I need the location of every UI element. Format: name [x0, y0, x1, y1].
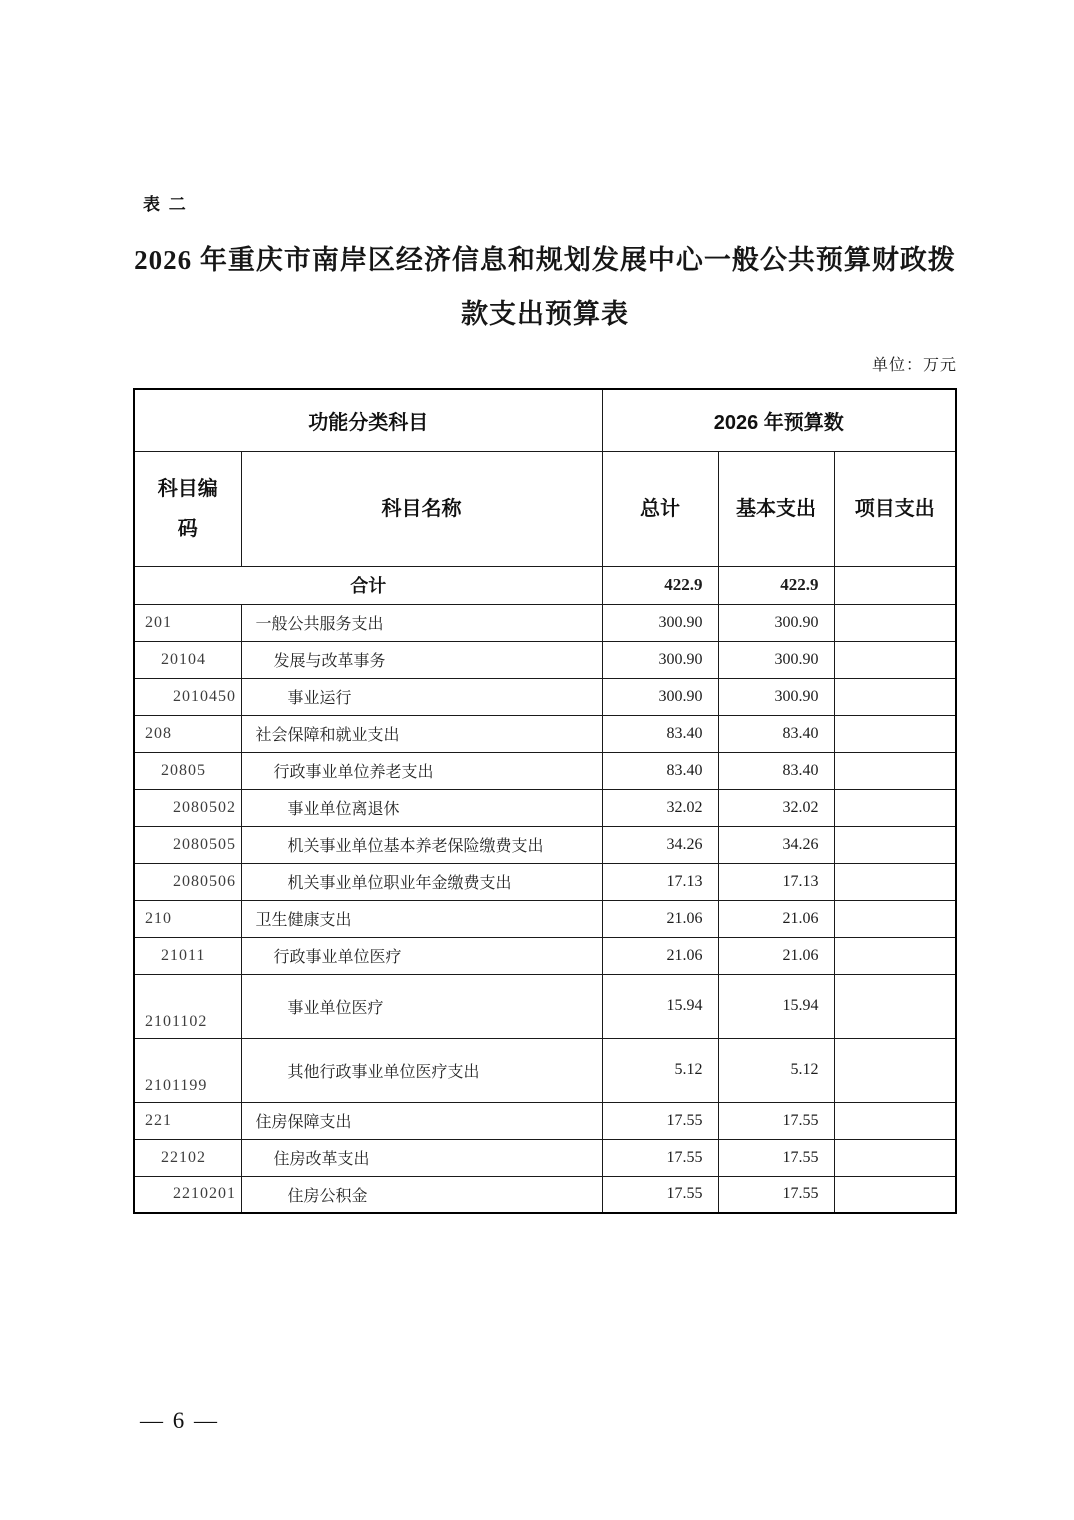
cell-subject-name: 住房改革支出 [241, 1139, 602, 1176]
cell-basic: 17.55 [718, 1102, 834, 1139]
cell-project [834, 715, 956, 752]
table-row [134, 715, 956, 752]
table-row [134, 826, 956, 863]
cell-total: 5.12 [602, 1038, 718, 1102]
table-row [134, 863, 956, 900]
total-row-basic: 422.9 [718, 566, 834, 604]
cell-subject-code: 201 [134, 604, 241, 641]
col-header-subject-code-line2: 码 [177, 517, 198, 540]
cell-total: 15.94 [602, 974, 718, 1038]
cell-total: 17.55 [602, 1102, 718, 1139]
cell-total: 300.90 [602, 641, 718, 678]
cell-project [834, 752, 956, 789]
cell-subject-name: 卫生健康支出 [241, 900, 602, 937]
cell-basic: 83.40 [718, 752, 834, 789]
cell-project [834, 1038, 956, 1102]
cell-project [834, 789, 956, 826]
header-columns-row [134, 451, 956, 566]
cell-subject-code: 2210201 [134, 1176, 241, 1213]
cell-project [834, 900, 956, 937]
cell-subject-code: 22102 [134, 1139, 241, 1176]
cell-subject-name: 行政事业单位养老支出 [241, 752, 602, 789]
unit-note: 单位：万元 [871, 357, 957, 374]
table-row [134, 641, 956, 678]
cell-total: 83.40 [602, 752, 718, 789]
cell-subject-name: 机关事业单位基本养老保险缴费支出 [241, 826, 602, 863]
cell-subject-code: 208 [134, 715, 241, 752]
col-header-subject-name: 科目名称 [241, 451, 602, 566]
cell-subject-name: 其他行政事业单位医疗支出 [241, 1038, 602, 1102]
cell-basic: 300.90 [718, 678, 834, 715]
document-title-line1: 2026 年重庆市南岸区经济信息和规划发展中心一般公共预算财政拨 [134, 245, 956, 275]
cell-basic: 32.02 [718, 789, 834, 826]
cell-subject-code: 2080505 [134, 826, 241, 863]
table-row [134, 752, 956, 789]
cell-total: 83.40 [602, 715, 718, 752]
cell-basic: 17.55 [718, 1139, 834, 1176]
cell-subject-name: 社会保障和就业支出 [241, 715, 602, 752]
cell-total: 300.90 [602, 604, 718, 641]
header-group-row [134, 389, 956, 451]
cell-basic: 21.06 [718, 937, 834, 974]
col-header-subject-code [134, 451, 241, 566]
cell-project [834, 641, 956, 678]
cell-basic: 15.94 [718, 974, 834, 1038]
cell-project [834, 1102, 956, 1139]
cell-project [834, 1176, 956, 1213]
total-row-project [834, 566, 956, 604]
table-row [134, 1139, 956, 1176]
cell-total: 17.55 [602, 1139, 718, 1176]
table-row [134, 974, 956, 1038]
table-label: 表 二 [143, 195, 188, 214]
cell-project [834, 863, 956, 900]
table-row [134, 1102, 956, 1139]
cell-total: 17.55 [602, 1176, 718, 1213]
table-row [134, 604, 956, 641]
cell-subject-name: 机关事业单位职业年金缴费支出 [241, 863, 602, 900]
cell-subject-code: 2101102 [134, 974, 241, 1038]
cell-project [834, 937, 956, 974]
page-number: — 6 — [140, 1408, 219, 1433]
cell-project [834, 974, 956, 1038]
header-budget-2026: 2026 年预算数 [602, 389, 956, 451]
cell-subject-name: 事业单位医疗 [241, 974, 602, 1038]
cell-subject-code: 2080502 [134, 789, 241, 826]
cell-subject-code: 221 [134, 1102, 241, 1139]
cell-subject-code: 20805 [134, 752, 241, 789]
col-header-subject-code-line1: 科目编 [157, 477, 218, 500]
table-row [134, 937, 956, 974]
cell-project [834, 604, 956, 641]
cell-basic: 300.90 [718, 641, 834, 678]
col-header-basic-expenditure: 基本支出 [718, 451, 834, 566]
total-row [134, 566, 956, 604]
cell-subject-code: 20104 [134, 641, 241, 678]
cell-subject-name: 行政事业单位医疗 [241, 937, 602, 974]
cell-project [834, 826, 956, 863]
cell-project [834, 678, 956, 715]
total-row-total: 422.9 [602, 566, 718, 604]
cell-subject-code: 2010450 [134, 678, 241, 715]
table-row [134, 789, 956, 826]
cell-total: 21.06 [602, 900, 718, 937]
cell-subject-code: 210 [134, 900, 241, 937]
cell-subject-name: 一般公共服务支出 [241, 604, 602, 641]
cell-subject-name: 事业运行 [241, 678, 602, 715]
cell-total: 32.02 [602, 789, 718, 826]
cell-basic: 5.12 [718, 1038, 834, 1102]
cell-subject-code: 2080506 [134, 863, 241, 900]
cell-basic: 34.26 [718, 826, 834, 863]
cell-total: 17.13 [602, 863, 718, 900]
cell-subject-name: 住房保障支出 [241, 1102, 602, 1139]
cell-basic: 83.40 [718, 715, 834, 752]
cell-subject-code: 2101199 [134, 1038, 241, 1102]
document-title-line2: 款支出预算表 [461, 299, 629, 329]
cell-subject-name: 住房公积金 [241, 1176, 602, 1213]
cell-project [834, 1139, 956, 1176]
col-header-project-expenditure: 项目支出 [834, 451, 956, 566]
header-functional-classification: 功能分类科目 [134, 389, 602, 451]
cell-subject-name: 发展与改革事务 [241, 641, 602, 678]
cell-subject-code: 21011 [134, 937, 241, 974]
cell-basic: 17.13 [718, 863, 834, 900]
cell-total: 21.06 [602, 937, 718, 974]
table-row [134, 1176, 956, 1213]
cell-basic: 17.55 [718, 1176, 834, 1213]
total-row-label: 合计 [134, 566, 602, 604]
cell-total: 300.90 [602, 678, 718, 715]
col-header-total: 总计 [602, 451, 718, 566]
cell-basic: 300.90 [718, 604, 834, 641]
cell-subject-name: 事业单位离退休 [241, 789, 602, 826]
table-row [134, 678, 956, 715]
table-row [134, 1038, 956, 1102]
cell-total: 34.26 [602, 826, 718, 863]
cell-basic: 21.06 [718, 900, 834, 937]
budget-table [133, 388, 957, 1214]
document-title [133, 233, 957, 341]
table-row [134, 900, 956, 937]
